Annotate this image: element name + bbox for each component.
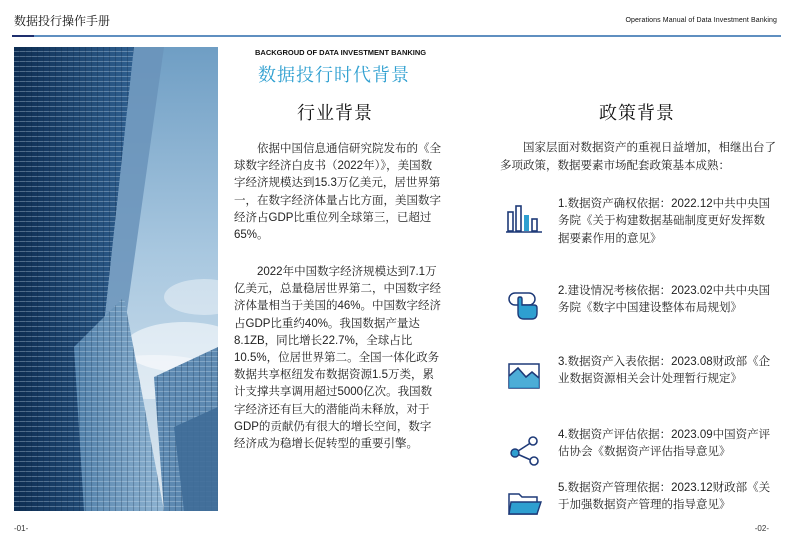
share-icon <box>505 433 545 467</box>
policy-intro: 国家层面对数据资产的重视日益增加，相继出台了多项政策，数据要素市场配套政策基本成熟： <box>500 142 776 172</box>
policy-heading: 政策背景 <box>599 103 675 123</box>
policy-item-3-text: 3.数据资产入表依据：2023.08财政部《企业数据资源相关会计处理暂行规定》 <box>558 356 771 386</box>
page-number-left: -01- <box>14 524 29 533</box>
industry-paragraph-1: 依据中国信息通信研究院发布的《全球数字经济白皮书（2022年）》，美国数字经济规模达到15.3万亿美元，居世界第一，在数字经济体量占比方面，美国数字经济占GDP比重位列全球第三，已超过65%。 <box>234 143 441 242</box>
industry-paragraph-2: 2022年中国数字经济规模达到7.1万亿美元，总量稳居世界第二，中国数字经济体量相当于美国的46%。中国数字经济占GDP比重约40%。我国数据产量达8.1ZB，同比增长22.7%，全球占比10.5%，位居世界第二。全国一体化政务数据共享枢纽发布数据资源1.5万类，累计支撑共享调用超过5000亿次。我国数字经济还有巨大的潜能尚未释放，对于GDP的贡献仍有很大的增长空间，数字经济成为稳增长促转型的重要引擎。 <box>234 266 442 451</box>
folder-icon <box>505 486 545 520</box>
policy-item-1-text: 1.数据资产确权依据：2022.12中共中央国务院《关于构建数据基础制度更好发挥数据要素作用的意见》 <box>558 198 771 245</box>
header-right-title: Operations Manual of Data Investment Banking <box>625 17 777 24</box>
policy-item-2-text: 2.建设情况考核依据：2023.02中共中央国务院《数字中国建设整体布局规划》 <box>558 285 771 315</box>
policy-item-5-text: 5.数据资产管理依据：2023.12财政部《关于加强数据资产管理的指导意见》 <box>558 482 771 512</box>
header-rule <box>12 35 781 37</box>
bar-chart-icon <box>505 202 545 236</box>
page-number-right: -02- <box>754 524 769 533</box>
skyscraper-photo <box>14 47 218 511</box>
policy-item-5 <box>505 480 780 540</box>
policy-item-2 <box>505 283 780 343</box>
section-subtitle-en: BACKGROUD OF DATA INVESTMENT BANKING <box>255 48 427 57</box>
line-chart-icon <box>505 360 545 394</box>
section-title: 数据投行时代背景 <box>258 65 410 85</box>
policy-item-1 <box>505 196 780 256</box>
header-left-title: 数据投行操作手册 <box>14 14 111 28</box>
policy-item-3 <box>505 354 780 414</box>
policy-item-4 <box>505 427 780 487</box>
industry-heading: 行业背景 <box>297 103 373 123</box>
header-rule-accent <box>12 35 34 37</box>
hand-pointer-icon <box>505 289 545 323</box>
policy-item-4-text: 4.数据资产评估依据：2023.09中国资产评估协会《数据资产评估指导意见》 <box>558 429 771 459</box>
